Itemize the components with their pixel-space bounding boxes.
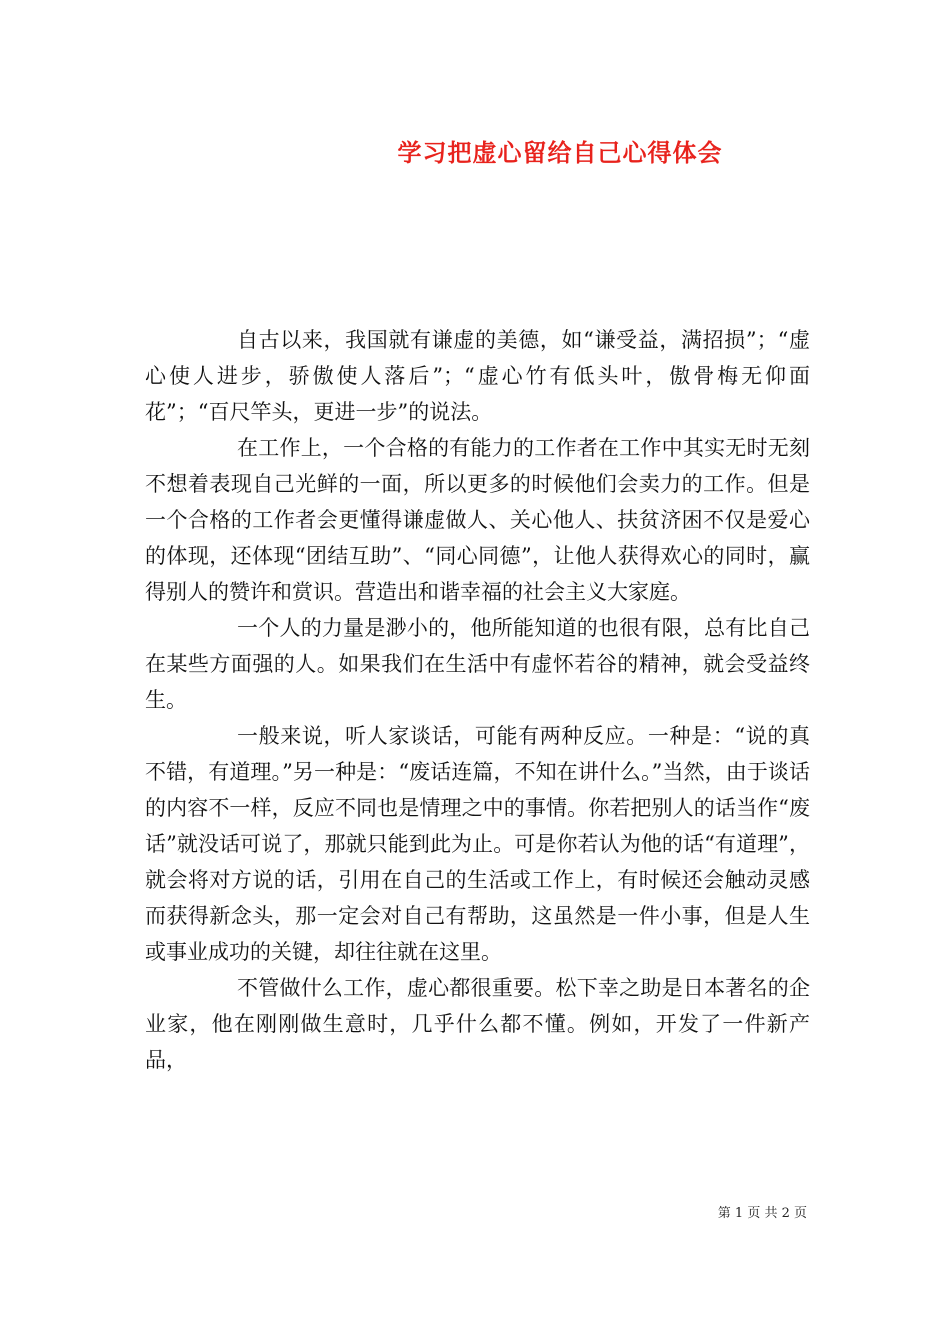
page-title: 学习把虚心留给自己心得体会 (397, 138, 723, 167)
paragraph-3: 一个人的力量是渺小的，他所能知道的也很有限，总有比自己在某些方面强的人。如果我们在生活中有虚怀若谷的精神，就会受益终生。 (145, 616, 810, 712)
paragraph-2: 在工作上，一个合格的有能力的工作者在工作中其实无时无刻不想着表现自己光鲜的一面，所以更多的时候他们会卖力的工作。但是一个合格的工作者会更懂得谦虚做人、关心他人、扶贫济困不仅是爱心的体现，还体现“团结互助”、“同心同德”，让他人获得欢心的同时，赢得别人的赞许和赏识。营造出和谐幸福的社会主义大家庭。 (145, 436, 810, 604)
paragraph-5: 不管做什么工作，虚心都很重要。松下幸之助是日本著名的企业家，他在刚刚做生意时，几乎什么都不懂。例如，开发了一件新产品， (145, 976, 810, 1072)
paragraph-4: 一般来说，听人家谈话，可能有两种反应。一种是：“说的真不错，有道理。”另一种是：“废话连篇，不知在讲什么。”当然，由于谈话的内容不一样，反应不同也是情理之中的事情。你若把别人的话当作“废话”就没话可说了，那就只能到此为止。可是你若认为他的话“有道理”，就会将对方说的话，引用在自己的生活或工作上，有时候还会触动灵感而获得新念头，那一定会对自己有帮助，这虽然是一件小事，但是人生或事业成功的关键，却往往就在这里。 (145, 724, 810, 964)
body-text (145, 322, 810, 1078)
page-number: 第 1 页 共 2 页 (717, 1206, 807, 1221)
paragraph-1: 自古以来，我国就有谦虚的美德，如“谦受益，满招损”；“虚心使人进步，骄傲使人落后”；“虚心竹有低头叶，傲骨梅无仰面花”；“百尺竿头，更进一步”的说法。 (145, 328, 810, 424)
